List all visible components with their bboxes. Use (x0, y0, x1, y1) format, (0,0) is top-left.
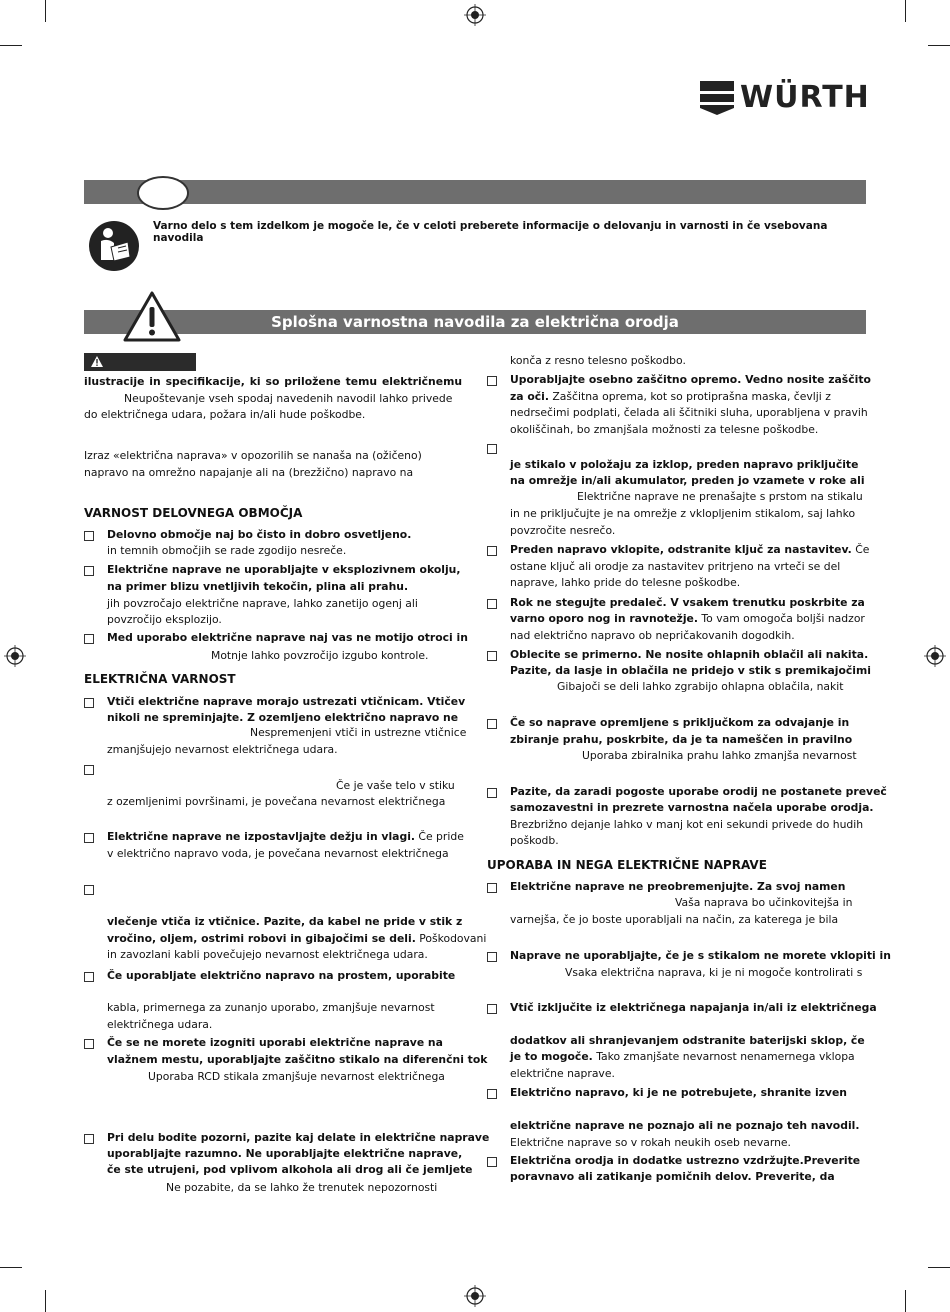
item-text: na omrežje in/ali akumulator, preden jo vzamete v roke ali (510, 474, 865, 487)
item-text-bold: za oči. (510, 390, 549, 403)
bullet-box (487, 1157, 497, 1167)
item-text-normal: Poškodovani (415, 932, 487, 945)
item-text: na primer blizu vnetljivih tekočin, plina ali prahu. (107, 580, 409, 593)
item-text: Električne naprave so v rokah neukih oseb nevarne. (510, 1136, 791, 1149)
item-text: povzročijo eksplozijo. (107, 613, 222, 626)
bullet-box (487, 651, 497, 661)
item-text: Električno napravo, ki je ne potrebujete, shranite izven (510, 1086, 847, 1099)
item-text: električnega udara. (107, 1018, 213, 1031)
warn-line: Neupoštevanje vseh spodaj navedenih navodil lahko privede (124, 392, 453, 405)
item-text: in zavozlani kabli povečujejo nevarnost električnega udara. (107, 948, 428, 961)
item-text: Vsaka električna naprava, ki je ni mogoče kontrolirati s (565, 966, 863, 979)
bullet-box (84, 531, 94, 541)
item-text: Nespremenjeni vtiči in ustrezne vtičnice (250, 726, 467, 739)
registration-mark-icon (464, 4, 486, 26)
item-text: Električna orodja in dodatke ustrezno vzdržujte.Preverite (510, 1154, 861, 1167)
item-text: zbiranje prahu, poskrbite, da je ta nameščen in pravilno (510, 733, 853, 746)
heading-electrical-safety: ELEKTRIČNA VARNOST (84, 672, 236, 686)
bullet-box (84, 1039, 94, 1049)
item-text: Delovno območje naj bo čisto in dobro osvetljeno. (107, 528, 412, 541)
item-text: Uporaba zbiralnika prahu lahko zmanjša nevarnost (582, 749, 857, 762)
item-text: Če uporabljate električno napravo na prostem, uporabite (107, 969, 456, 982)
item-text: vlečenje vtiča iz vtičnice. Pazite, da kabel ne pride v stik z (107, 915, 463, 928)
item-text (510, 611, 865, 628)
item-text: Električne naprave ne preobremenjujte. Za svoj namen (510, 880, 846, 893)
item-text-bold: Preden napravo vklopite, odstranite ključ za nastavitev. (510, 543, 852, 556)
item-text: povzročite nesrečo. (510, 524, 616, 537)
item-text-bold: Električne naprave ne izpostavljajte dežju in vlagi. (107, 830, 415, 843)
bullet-box (84, 566, 94, 576)
heading-use-care: UPORABA IN NEGA ELEKTRIČNE NAPRAVE (487, 858, 767, 872)
brand-name: WÜRTH (740, 80, 870, 115)
bullet-box (487, 376, 497, 386)
item-text: nad električno napravo ob nepričakovanih dogodkih. (510, 629, 795, 642)
item-text-normal: Če pride (415, 830, 464, 843)
bullet-box (487, 599, 497, 609)
crop-mark (0, 45, 22, 46)
crop-mark (905, 1290, 906, 1312)
intro-text: Varno delo s tem izdelkom je mogoče le, če v celoti preberete informacije o delovanju in varnosti in če vsebovana navodila (153, 220, 828, 244)
item-text: Uporaba RCD stikala zmanjšuje nevarnost električnega (148, 1070, 445, 1083)
item-text: v električno napravo voda, je povečana nevarnost električnega (107, 847, 449, 860)
item-text-normal: Tako zmanjšate nevarnost nenamernega vklopa (592, 1050, 855, 1063)
item-text: Ne pozabite, da se lahko že trenutek nepozornosti (166, 1181, 438, 1194)
item-text: samozavestni in prezrete varnostna načela uporabe orodja. (510, 801, 874, 814)
item-text: Električne naprave ne uporabljajte v eksplozivnem okolju, (107, 563, 461, 576)
item-text (510, 1049, 855, 1066)
item-text: Če so naprave opremljene s priključkom za odvajanje in (510, 716, 850, 729)
bullet-box (84, 765, 94, 775)
item-text: in ne priključujte je na omrežje z vklopljenim stikalom, saj lahko (510, 507, 856, 520)
bullet-box (487, 719, 497, 729)
item-text: Gibajoči se deli lahko zgrabijo ohlapna oblačila, nakit (557, 680, 844, 693)
item-text: Uporabljajte osebno zaščitno opremo. Vedno nosite zaščito (510, 373, 871, 386)
item-text: Rok ne stegujte predaleč. V vsakem trenutku poskrbite za (510, 596, 865, 609)
item-text: vlažnem mestu, uporabljajte zaščitno stikalo na diferenčni tok (107, 1053, 488, 1066)
item-text: Pazite, da zaradi pogoste uporabe orodij ne postanete preveč (510, 785, 887, 798)
item-text: Brezbrižno dejanje lahko v manj kot eni sekundi privede do hudih (510, 818, 864, 831)
crop-mark (45, 0, 46, 22)
item-text: je stikalo v položaju za izklop, preden napravo priključite (510, 458, 859, 471)
bullet-box (84, 698, 94, 708)
item-text (510, 389, 831, 406)
bullet-box (487, 883, 497, 893)
item-text-normal: Če (851, 543, 870, 556)
item-text: nikoli ne spreminjajte. Z ozemljeno električno napravo ne (107, 711, 459, 724)
bullet-box (84, 972, 94, 982)
item-text: Med uporabo električne naprave naj vas ne motijo otroci in (107, 631, 468, 644)
bullet-box (84, 885, 94, 895)
warn-line: ilustracije in specifikacije, ki so priložene temu električnemu (84, 375, 462, 388)
item-text: nedrsečimi podplati, čelada ali ščitniki sluha, uporabljena v pravih (510, 406, 868, 419)
bullet-box (487, 444, 497, 454)
item-text: uporabljajte razumno. Ne uporabljajte električne naprave, (107, 1147, 463, 1160)
bullet-box (487, 788, 497, 798)
item-text: Oblecite se primerno. Ne nosite ohlapnih oblačil ali nakita. (510, 648, 869, 661)
item-text: električne naprave ne poznajo ali ne poznajo teh navodil. (510, 1119, 860, 1132)
item-text: jih povzročajo električne naprave, lahko zanetijo ogenj ali (107, 597, 418, 610)
item-text: Če se ne morete izogniti uporabi električne naprave na (107, 1036, 443, 1049)
item-text: če ste utrujeni, pod vplivom alkohola ali drog ali če jemljete (107, 1163, 473, 1176)
item-text: konča z resno telesno poškodbo. (510, 354, 686, 367)
bullet-box (84, 833, 94, 843)
crop-mark (928, 1267, 950, 1268)
right-column (487, 0, 891, 1312)
item-text: varnejša, če jo boste uporabljali na način, za katerega je bila (510, 913, 839, 926)
registration-mark-icon (4, 645, 26, 667)
item-text (510, 542, 869, 559)
item-text: Naprave ne uporabljajte, če je s stikalom ne morete vklopiti in (510, 949, 891, 962)
item-text: Če je vaše telo v stiku (336, 779, 455, 792)
item-text-bold: varno oporo nog in ravnotežje. (510, 612, 698, 625)
item-text: Električne naprave ne prenašajte s prstom na stikalu (577, 490, 863, 503)
item-text-bold: vročino, oljem, ostrimi robovi in gibajočimi se deli. (107, 932, 416, 945)
item-text: Vtiči električne naprave morajo ustrezati vtičnicam. Vtičev (107, 695, 466, 708)
item-text: kabla, primernega za zunanjo uporabo, zmanjšuje nevarnost (107, 1001, 435, 1014)
bullet-box (487, 1004, 497, 1014)
section-title: Splošna varnostna navodila za električna orodja (84, 310, 866, 334)
registration-mark-icon (464, 1285, 486, 1307)
item-text: in temnih območjih se rade zgodijo nesreče. (107, 544, 347, 557)
item-text (107, 931, 486, 948)
crop-mark (905, 0, 906, 22)
item-text: Pri delu bodite pozorni, pazite kaj delate in električne naprave (107, 1131, 490, 1144)
item-text: Vaša naprava bo učinkovitejša in (675, 896, 853, 909)
item-text-normal: To vam omogoča boljši nadzor (697, 612, 865, 625)
bullet-box (84, 634, 94, 644)
item-text: dodatkov ali shranjevanjem odstranite baterijski sklop, če (510, 1034, 865, 1047)
term-line: napravo na omrežno napajanje ali na (brezžično) napravo na (84, 466, 414, 479)
item-text: ostane ključ ali orodje za nastavitev pritrjeno na vrteči se del (510, 560, 841, 573)
item-text: poravnavo ali zatikanje pomičnih delov. Preverite, da (510, 1170, 835, 1183)
term-line: Izraz «električna naprava» v opozorilih se nanaša na (ožičeno) (84, 449, 422, 462)
item-text: Pazite, da lasje in oblačila ne pridejo v stik s premikajočimi (510, 664, 871, 677)
heading-work-area: VARNOST DELOVNEGA OBMOČJA (84, 506, 303, 520)
item-text: naprave, lahko pride do telesne poškodbe. (510, 576, 741, 589)
item-text: Vtič izključite iz električnega napajanja in/ali iz električnega (510, 1001, 877, 1014)
crop-mark (0, 1267, 22, 1268)
item-text: poškodb. (510, 834, 559, 847)
item-text: električne naprave. (510, 1067, 615, 1080)
item-text-bold: je to mogoče. (510, 1050, 593, 1063)
item-text: Motnje lahko povzročijo izgubo kontrole. (211, 649, 429, 662)
item-text: okoliščinah, bo zmanjšala možnosti za telesne poškodbe. (510, 423, 819, 436)
item-text-normal: Zaščitna oprema, kot so protiprašna maska, čevlji z (548, 390, 831, 403)
item-text: zmanjšujejo nevarnost električnega udara. (107, 743, 338, 756)
crop-mark (45, 1290, 46, 1312)
bullet-box (487, 952, 497, 962)
bullet-box (84, 1134, 94, 1144)
item-text (107, 829, 464, 846)
registration-mark-icon (924, 645, 946, 667)
warn-line: do električnega udara, požara in/ali hude poškodbe. (84, 408, 366, 421)
bullet-box (487, 546, 497, 556)
bullet-box (487, 1089, 497, 1099)
crop-mark (928, 45, 950, 46)
item-text: z ozemljenimi površinami, je povečana nevarnost električnega (107, 795, 446, 808)
